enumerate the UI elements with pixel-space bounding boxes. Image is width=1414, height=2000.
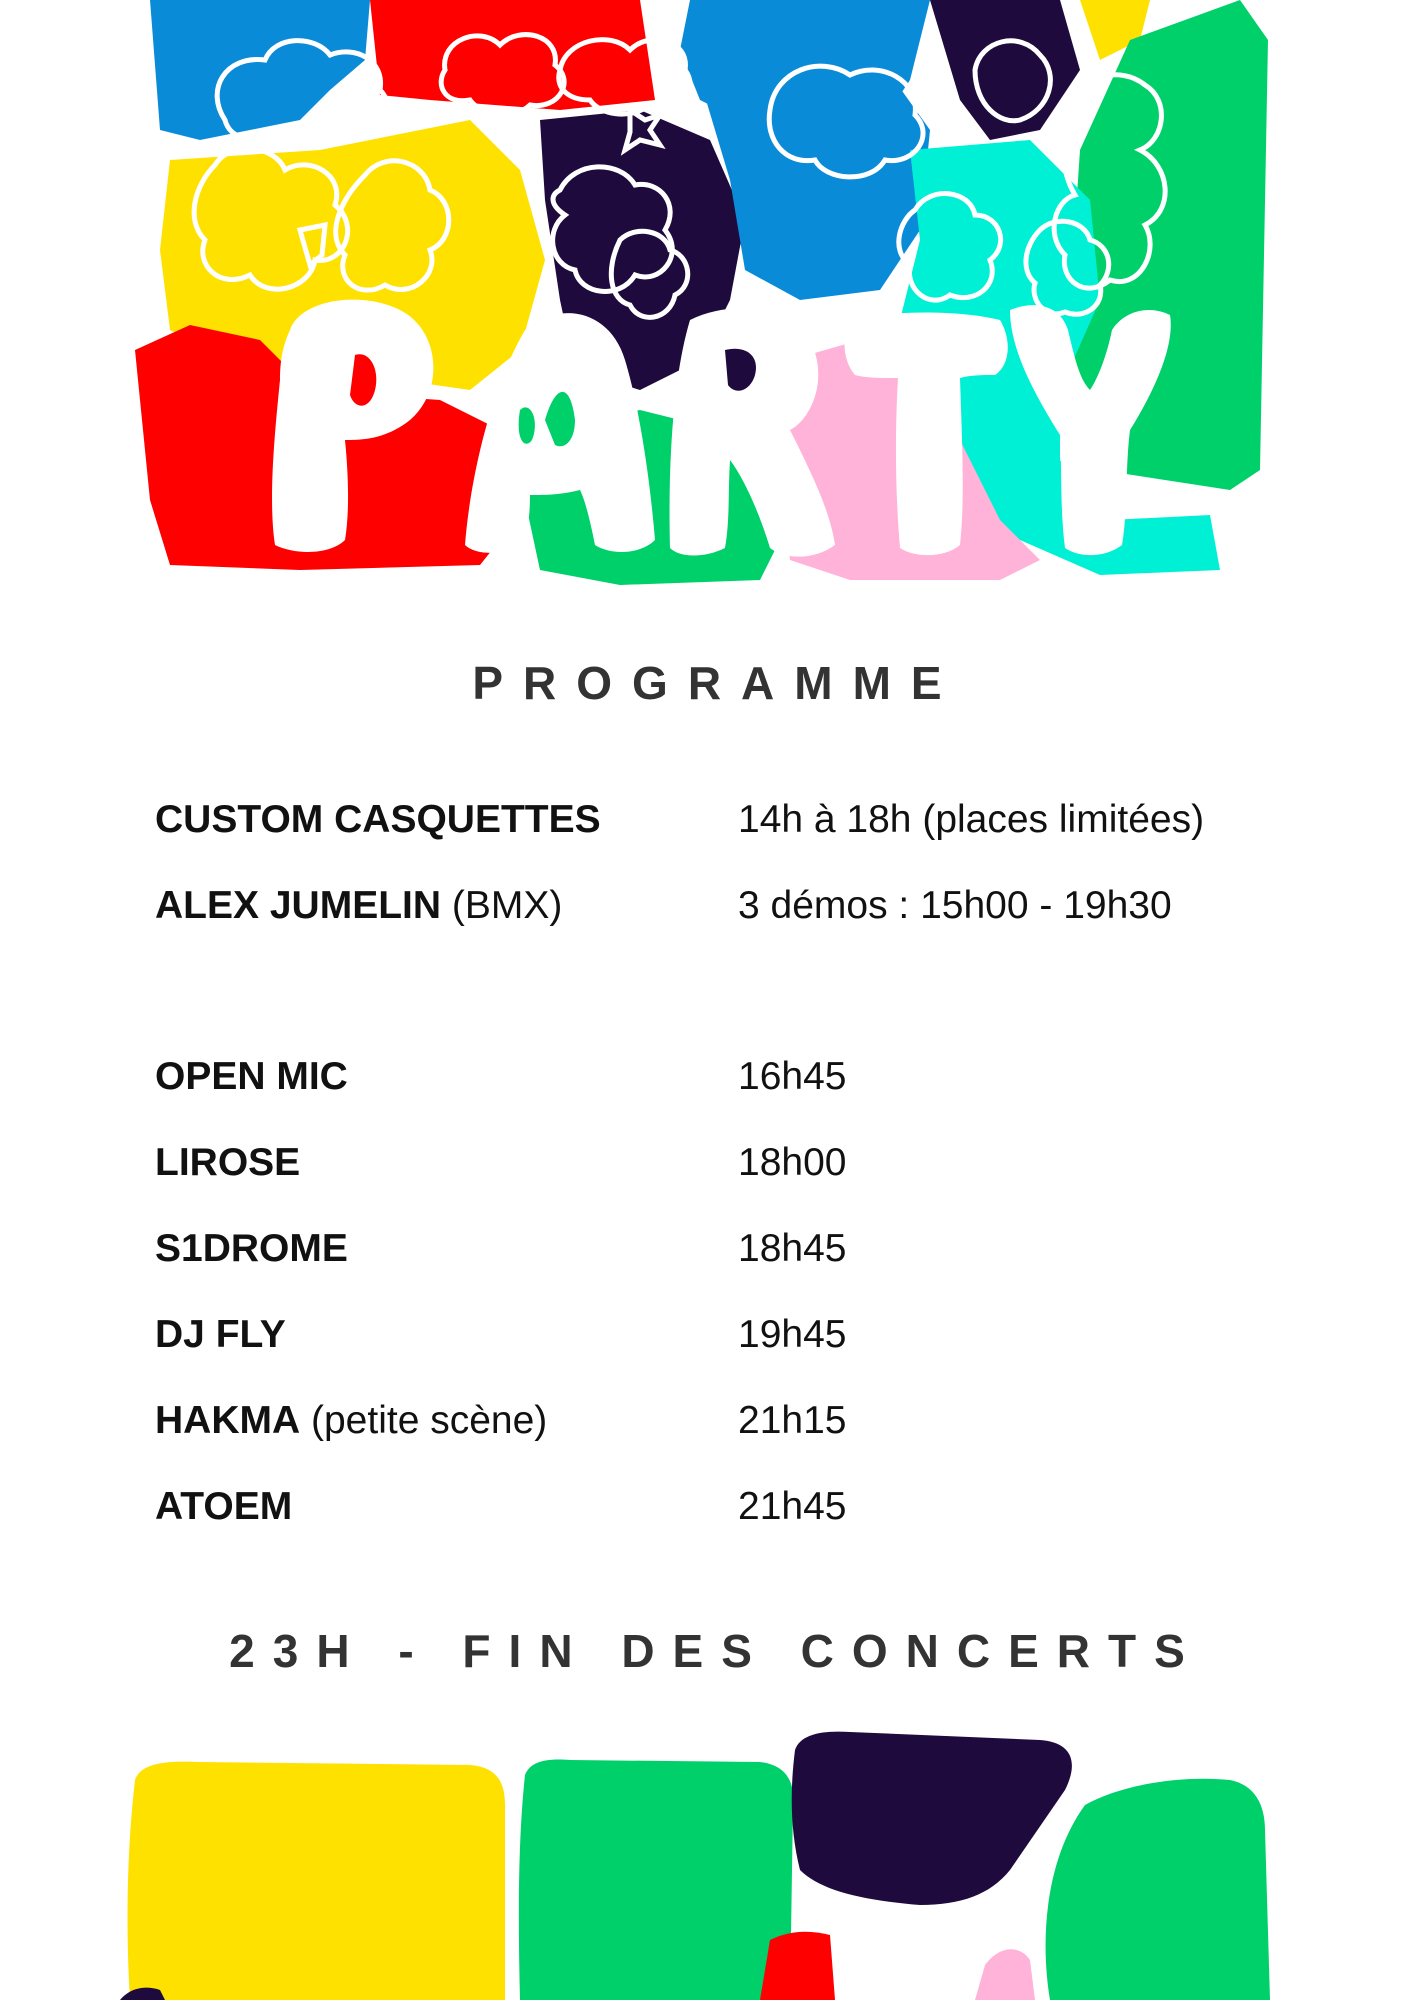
closing-title: 23H - FIN DES CONCERTS xyxy=(229,1625,1203,1677)
act-name: CUSTOM CASQUETTES xyxy=(155,798,601,841)
act-time: 3 démos : 15h00 - 19h30 xyxy=(738,884,1172,927)
programme-row xyxy=(155,1477,1265,1563)
block-party-logo xyxy=(0,0,1414,590)
act-name: LIROSE xyxy=(155,1141,301,1184)
act-time: 21h45 xyxy=(738,1485,847,1528)
act-name: S1DROME xyxy=(155,1227,348,1270)
programme-title: PROGRAMME xyxy=(472,657,962,709)
act-time: 18h45 xyxy=(738,1227,847,1270)
act-name: ATOEM xyxy=(155,1485,293,1528)
act-time: 19h45 xyxy=(738,1313,847,1356)
programme-list xyxy=(155,790,1265,1563)
programme-row xyxy=(155,1047,1265,1133)
programme-row xyxy=(155,1219,1265,1305)
act-time: 18h00 xyxy=(738,1141,847,1184)
act-name: ALEX JUMELIN xyxy=(155,884,442,927)
programme-row xyxy=(155,790,1265,876)
act-time: 21h15 xyxy=(738,1399,847,1442)
act-note: (BMX) xyxy=(451,884,563,927)
act-name: OPEN MIC xyxy=(155,1055,348,1098)
programme-row xyxy=(155,1133,1265,1219)
decorative-blobs-footer xyxy=(0,1720,1414,2000)
programme-row xyxy=(155,876,1265,962)
act-time: 16h45 xyxy=(738,1055,847,1098)
programme-row xyxy=(155,1305,1265,1391)
act-note: (petite scène) xyxy=(311,1399,548,1442)
act-name: HAKMA xyxy=(155,1399,301,1442)
act-time: 14h à 18h (places limitées) xyxy=(738,798,1205,841)
programme-row xyxy=(155,1391,1265,1477)
act-name: DJ FLY xyxy=(155,1313,286,1356)
